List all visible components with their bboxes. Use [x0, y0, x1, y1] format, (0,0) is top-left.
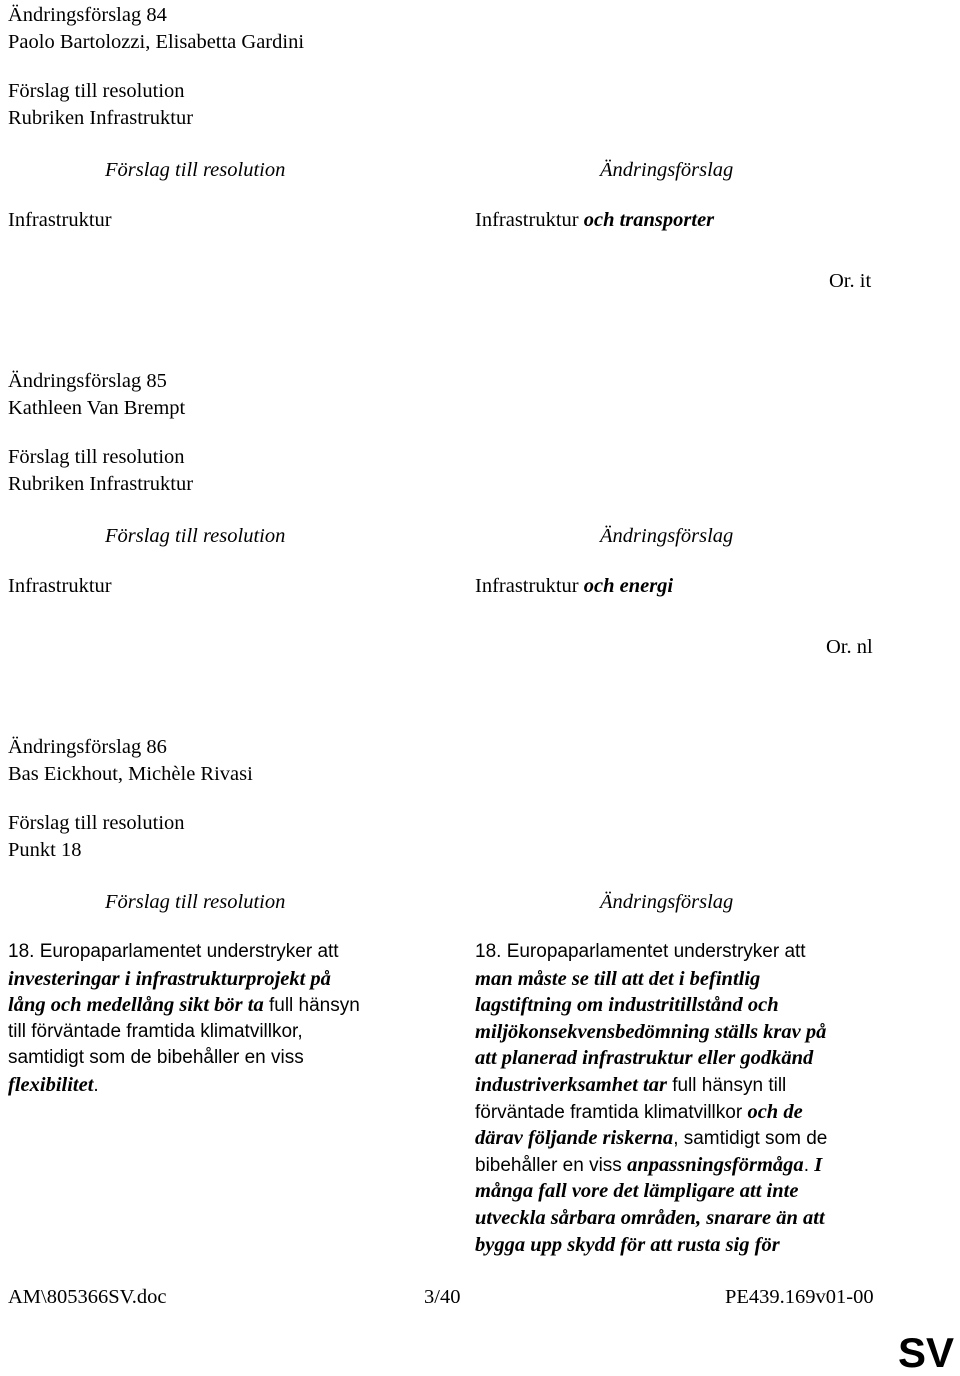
amendment-86-heading: Punkt 18 [8, 839, 82, 861]
amendment-85-heading: Rubriken Infrastruktur [8, 473, 194, 495]
amendment-86-section: Förslag till resolution [8, 812, 185, 834]
left-paragraph-segment: flexibilitet [8, 1073, 94, 1096]
right-paragraph-segment: , samtidigt som de [673, 1128, 828, 1150]
left-paragraph-segment: samtidigt som de bibehåller en viss [8, 1047, 304, 1069]
left-paragraph-line [8, 939, 360, 966]
left-paragraph-line [8, 1045, 360, 1072]
amendment-85-col-right-header: Ändringsförslag [600, 525, 734, 547]
amendment-84-col-left-header: Förslag till resolution [105, 159, 286, 181]
left-paragraph-segment: full hänsyn [263, 995, 360, 1017]
right-paragraph-segment: att planerad infrastruktur eller godkänd [475, 1047, 814, 1070]
right-paragraph-segment: därav följande riskerna [475, 1127, 674, 1150]
right-paragraph-segment: 18. Europaparlamentet understryker att [475, 941, 806, 962]
right-paragraph-line [475, 1178, 827, 1205]
right-paragraph-segment: utveckla sårbara områden, snarare än att [475, 1206, 825, 1229]
amendment-85-right-text: Infrastruktur och energi [475, 575, 674, 597]
left-paragraph-segment: investeringar i infrastrukturprojekt på [8, 967, 331, 990]
right-paragraph-segment: miljökonsekvensbedömning ställs krav på [475, 1020, 827, 1043]
amendment-85-authors: Kathleen Van Brempt [8, 397, 186, 419]
right-paragraph-line [475, 1045, 827, 1072]
right-paragraph-segment: många fall vore det lämpligare att inte [475, 1180, 799, 1203]
right-paragraph-line [475, 1152, 827, 1179]
amendment-85-original-language: Or. nl [826, 636, 873, 658]
amendment-86-right-paragraph [475, 939, 827, 1258]
right-paragraph-segment: förväntade framtida klimatvillkor [475, 1101, 748, 1123]
amendment-86-authors: Bas Eickhout, Michèle Rivasi [8, 763, 253, 785]
amendment-84-authors: Paolo Bartolozzi, Elisabetta Gardini [8, 31, 305, 53]
footer-page-number: 3/40 [424, 1286, 461, 1308]
right-paragraph-line [475, 939, 827, 966]
amendment-86-number: Ändringsförslag 86 [8, 736, 167, 758]
left-paragraph-segment: till förväntade framtida klimatvillkor, [8, 1020, 303, 1042]
left-paragraph-line [8, 992, 360, 1019]
left-paragraph-line [8, 966, 360, 993]
amendment-84-original-language: Or. it [829, 270, 872, 292]
amendment-84-left-text: Infrastruktur [8, 209, 112, 231]
right-paragraph-segment: och de [747, 1100, 803, 1123]
amendment-84-number: Ändringsförslag 84 [8, 4, 167, 26]
amendment-85-left-text: Infrastruktur [8, 575, 112, 597]
right-paragraph-segment: man måste se till att det i befintlig [475, 967, 761, 990]
amendment-86-col-left-header: Förslag till resolution [105, 891, 286, 913]
right-paragraph-segment: lagstiftning om industritillstånd och [475, 994, 779, 1017]
amendment-84-col-right-header: Ändringsförslag [600, 159, 734, 181]
right-paragraph-line [475, 966, 827, 993]
right-paragraph-line [475, 992, 827, 1019]
footer-language-code: SV [898, 1329, 955, 1376]
right-paragraph-line [475, 1125, 827, 1152]
right-paragraph-segment: full hänsyn till [666, 1074, 787, 1096]
footer-pe-ref: PE439.169v01-00 [725, 1286, 874, 1308]
right-paragraph-segment: bygga upp skydd för att rusta sig för [475, 1233, 780, 1256]
right-paragraph-line [475, 1019, 827, 1046]
amendment-84-heading: Rubriken Infrastruktur [8, 107, 194, 129]
right-paragraph-segment: anpassningsförmåga [627, 1153, 804, 1176]
right-paragraph-line [475, 1099, 827, 1126]
right-paragraph-segment: industriverksamhet tar [475, 1073, 667, 1096]
right-paragraph-segment: . [803, 1154, 815, 1176]
right-paragraph-segment: I [814, 1153, 823, 1176]
left-paragraph-segment: . [93, 1074, 99, 1096]
amendment-86-left-paragraph [8, 939, 360, 1099]
amendment-84-section: Förslag till resolution [8, 80, 185, 102]
left-paragraph-line [8, 1019, 360, 1046]
right-paragraph-line [475, 1072, 827, 1099]
amendment-85-number: Ändringsförslag 85 [8, 370, 167, 392]
right-paragraph-line [475, 1205, 827, 1232]
left-paragraph-segment: lång och medellång sikt bör ta [8, 994, 264, 1017]
right-paragraph-segment: bibehåller en viss [475, 1154, 628, 1176]
amendment-85-section: Förslag till resolution [8, 446, 185, 468]
amendment-84-right-text: Infrastruktur och transporter [475, 209, 715, 231]
left-paragraph-line [8, 1072, 360, 1099]
left-paragraph-segment: 18. Europaparlamentet understryker att [8, 941, 339, 962]
right-paragraph-line [475, 1232, 827, 1259]
amendment-85-col-left-header: Förslag till resolution [105, 525, 286, 547]
amendment-86-col-right-header: Ändringsförslag [600, 891, 734, 913]
footer-doc-ref: AM\805366SV.doc [8, 1286, 167, 1308]
